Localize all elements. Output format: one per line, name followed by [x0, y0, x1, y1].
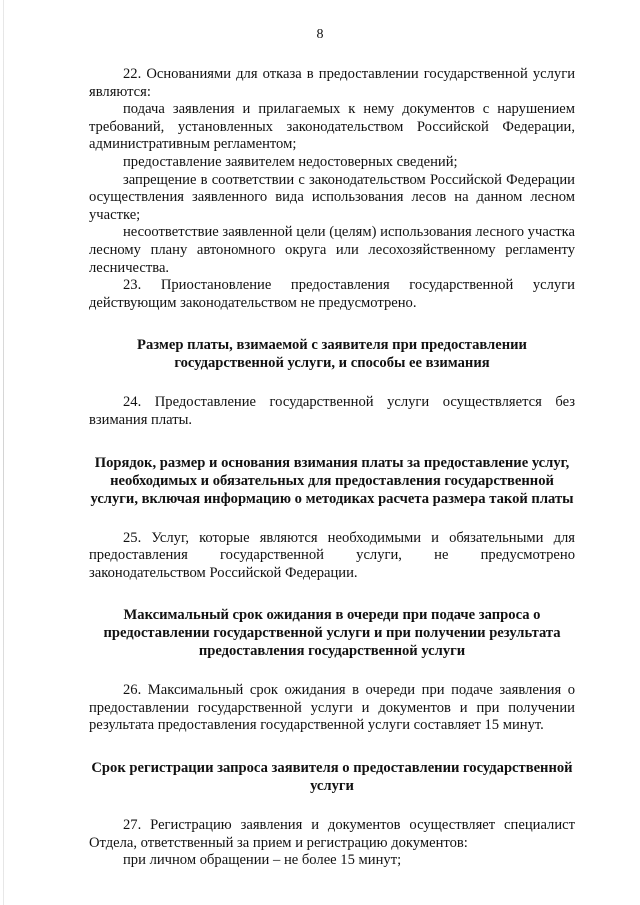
paragraph-22: 22. Основаниями для отказа в предоставлении государственной услуги являются:	[89, 66, 575, 100]
page-number: 8	[316, 27, 324, 42]
scan-edge	[3, 0, 4, 905]
section-heading-registration-time: Срок регистрации запроса заявителя о предоставлении государственной услуги	[91, 760, 573, 795]
paragraph-22-item-4: несоответствие заявленной цели (целям) использования лесного участка лесному плану автономного округа или лесохозяйственному регламенту лесничества.	[89, 224, 575, 276]
paragraph-27-item: при личном обращении – не более 15 минут;	[123, 852, 402, 869]
section-heading-fee-procedure: Порядок, размер и основания взимания платы за предоставление услуг, необходимых и обязательных для предоставления государственной услуги, включая информацию о методиках расчета размера такой платы	[90, 454, 574, 507]
paragraph-25: 25. Услуг, которые являются необходимыми и обязательными для предоставления государственной услуги, не предусмотрено законодательством Российской Федерации.	[89, 529, 575, 581]
paragraph-22-item-3: запрещение в соответствии с законодательством Российской Федерации осуществления заявленного вида использования лесов на данном лесном участке;	[89, 171, 575, 223]
paragraph-24: 24. Предоставление государственной услуги осуществляется без взимания платы.	[89, 394, 575, 428]
paragraph-22-item-2: предоставление заявителем недостоверных сведений;	[123, 153, 458, 170]
paragraph-26: 26. Максимальный срок ожидания в очереди при подаче заявления о предоставлении государственной услуги и документов и при получении результата предоставления государственной услуги составляет 15 минут.	[89, 682, 575, 734]
document-body	[89, 66, 575, 870]
section-heading-fee: Размер платы, взимаемой с заявителя при предоставлении государственной услуги, и способы ее взимания	[137, 337, 527, 372]
paragraph-27: 27. Регистрацию заявления и документов осуществляет специалист Отдела, ответственный за прием и регистрацию документов:	[89, 817, 575, 851]
section-heading-queue-time: Максимальный срок ожидания в очереди при подаче запроса о предоставлении государственной услуги и при получении результата предоставления государственной услуги	[103, 607, 561, 660]
paragraph-23: 23. Приостановление предоставления государственной услуги действующим законодательством не предусмотрено.	[89, 277, 575, 311]
paragraph-22-item-1: подача заявления и прилагаемых к нему документов с нарушением требований, установленных законодательством Российской Федерации, административным регламентом;	[89, 101, 575, 153]
